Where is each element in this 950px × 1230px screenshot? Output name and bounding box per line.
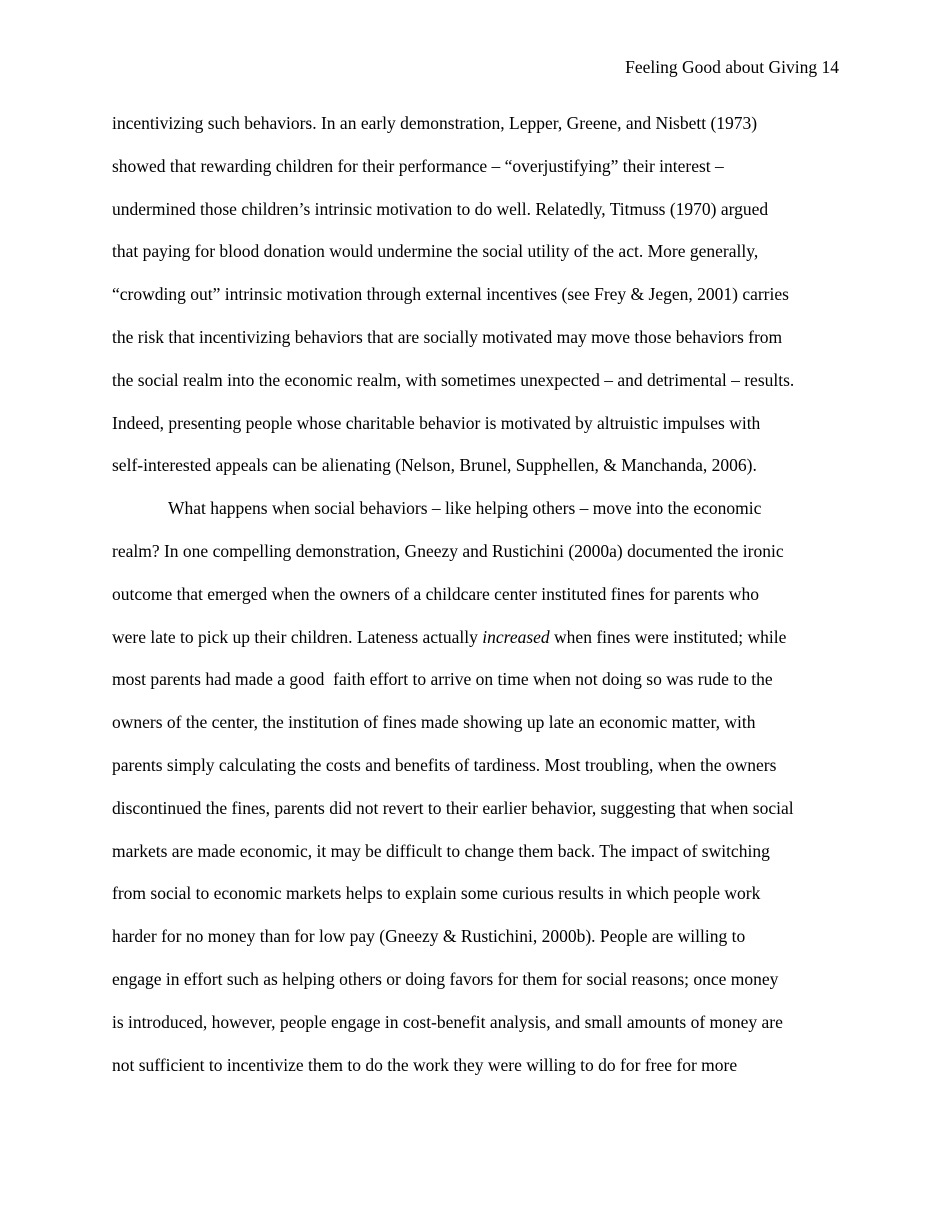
text-line: markets are made economic, it may be difficult to change them back. The impact of switching [112,840,770,861]
text-line: parents simply calculating the costs and benefits of tardiness. Most troubling, when the owners [112,754,777,775]
text-line: realm? In one compelling demonstration, Gneezy and Rustichini (2000a) documented the ironic [112,540,784,561]
text-line: self-interested appeals can be alienating (Nelson, Brunel, Supphellen, & Manchanda, 2006). [112,455,757,476]
paragraph-1 [112,102,872,487]
text-line: engage in effort such as helping others or doing favors for them for social reasons; once money [112,968,779,989]
text-line: harder for no money than for low pay (Gneezy & Rustichini, 2000b). People are willing to [112,926,746,947]
body-text [112,102,872,1086]
text-line: most parents had made a good faith effort to arrive on time when not doing so was rude to the [112,669,773,690]
text-line: discontinued the fines, parents did not revert to their earlier behavior, suggesting that when social [112,797,794,818]
text-line: outcome that emerged when the owners of a childcare center instituted fines for parents who [112,583,759,604]
text-line: incentivizing such behaviors. In an early demonstration, Lepper, Greene, and Nisbett (1973) [112,113,758,133]
paragraph-2 [112,487,872,1086]
text-line: the risk that incentivizing behaviors that are socially motivated may move those behaviors from [112,326,783,347]
text-line: undermined those children’s intrinsic motivation to do well. Relatedly, Titmuss (1970) argued [112,198,769,219]
text-line: showed that rewarding children for their performance – “overjustifying” their interest – [112,155,724,176]
text-line: not sufficient to incentivize them to do the work they were willing to do for free for more [112,1054,738,1075]
text-line: from social to economic markets helps to explain some curious results in which people work [112,883,761,904]
running-head: Feeling Good about Giving 14 [625,57,839,77]
text-line: owners of the center, the institution of fines made showing up late an economic matter, with [112,712,756,733]
text-line: is introduced, however, people engage in cost-benefit analysis, and small amounts of money are [112,1011,783,1032]
text-run: were late to pick up their children. Lateness actually [112,626,483,647]
text-line: Indeed, presenting people whose charitable behavior is motivated by altruistic impulses with [112,412,761,433]
text-line-with-emphasis [112,616,872,659]
text-line: What happens when social behaviors – like helping others – move into the economic [168,498,762,519]
text-line: “crowding out” intrinsic motivation through external incentives (see Frey & Jegen, 2001) carries [112,284,789,305]
text-run: when fines were instituted; while [549,626,787,647]
text-line: that paying for blood donation would undermine the social utility of the act. More generally, [112,241,759,262]
text-line: the social realm into the economic realm, with sometimes unexpected – and detrimental – results. [112,369,795,390]
emphasized-word: increased [482,626,550,647]
